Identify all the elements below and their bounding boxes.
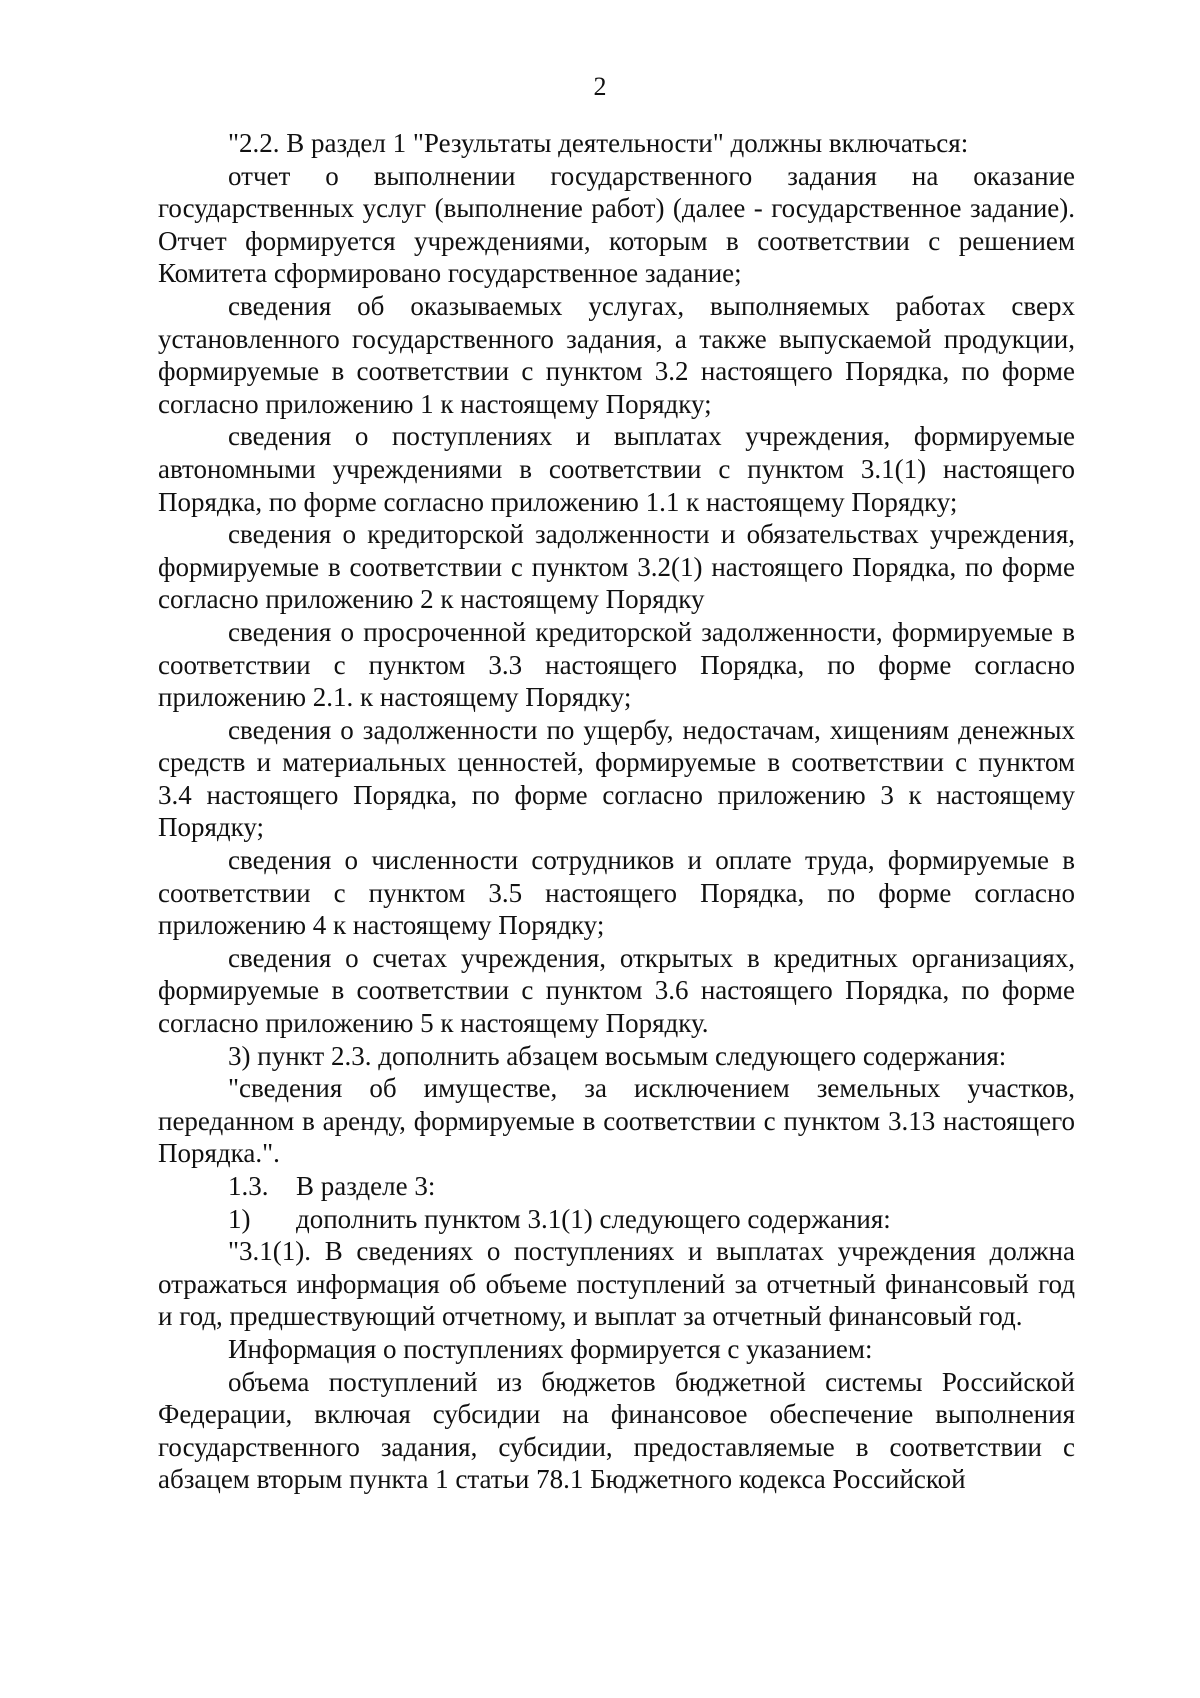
paragraph: сведения о задолженности по ущербу, недостачам, хищениям денежных средств и материальных ценностей, формируемые в соответствии с пунктом 3.4 настоящего Порядка, по форме согласно приложению 3 к настоящему Порядку; <box>158 714 1075 843</box>
list-item-number: 1.3. <box>228 1171 269 1201</box>
paragraph: Информация о поступлениях формируется с указанием: <box>228 1333 873 1364</box>
paragraph: объема поступлений из бюджетов бюджетной системы Российской Федерации, включая субсидии на финансовое обеспечение выполнения государственного задания, субсидии, предоставляемые в соответствии с абзацем вторым пункта 1 статьи 78.1 Бюджетного кодекса Российской <box>158 1366 1075 1495</box>
document-body <box>158 127 1075 1496</box>
paragraph: сведения о поступлениях и выплатах учреждения, формируемые автономными учреждениями в соответствии с пунктом 3.1(1) настоящего Порядка, по форме согласно приложению 1.1 к настоящему Порядку; <box>158 421 1075 517</box>
paragraph: сведения о численности сотрудников и оплате труда, формируемые в соответствии с пунктом 3.5 настоящего Порядка, по форме согласно приложению 4 к настоящему Порядку; <box>158 845 1075 941</box>
paragraph: сведения об оказываемых услугах, выполняемых работах сверх установленного государственного задания, а также выпускаемой продукции, формируемые в соответствии с пунктом 3.2 настоящего Порядка, по форме согласно приложению 1 к настоящему Порядку; <box>158 290 1075 419</box>
paragraph: отчет о выполнении государственного задания на оказание государственных услуг (выполнение работ) (далее - государственное задание). Отчет формируется учреждениями, которым в соответствии с решением Комитета сформировано государственное задание; <box>158 160 1075 289</box>
paragraph: сведения о кредиторской задолженности и обязательствах учреждения, формируемые в соответствии с пунктом 3.2(1) настоящего Порядка, по форме согласно приложению 2 к настоящему Порядку <box>158 519 1075 615</box>
list-item <box>158 1170 1075 1203</box>
list-item <box>158 1203 1075 1236</box>
page-number: 2 <box>593 72 607 101</box>
paragraph: "2.2. В раздел 1 "Результаты деятельности" должны включаться: <box>228 128 969 158</box>
list-item-text: В разделе 3: <box>296 1171 436 1201</box>
paragraph: сведения о счетах учреждения, открытых в кредитных организациях, формируемые в соответствии с пунктом 3.6 настоящего Порядка, по форме согласно приложению 5 к настоящему Порядку. <box>158 942 1075 1039</box>
paragraph: "сведения об имуществе, за исключением земельных участков, переданном в аренду, формируемые в соответствии с пунктом 3.13 настоящего Порядка.". <box>158 1073 1075 1169</box>
list-item-number: 1) <box>228 1203 251 1234</box>
paragraph: "3.1(1). В сведениях о поступлениях и выплатах учреждения должна отражаться информация об объеме поступлений за отчетный финансовый год и год, предшествующий отчетному, и выплат за отчетный финансовый год. <box>158 1236 1075 1332</box>
paragraph: 3) пункт 2.3. дополнить абзацем восьмым следующего содержания: <box>228 1040 1007 1071</box>
paragraph: сведения о просроченной кредиторской задолженности, формируемые в соответствии с пунктом 3.3 настоящего Порядка, по форме согласно приложению 2.1. к настоящему Порядку; <box>158 616 1075 713</box>
list-item-text: дополнить пунктом 3.1(1) следующего содержания: <box>296 1203 891 1234</box>
